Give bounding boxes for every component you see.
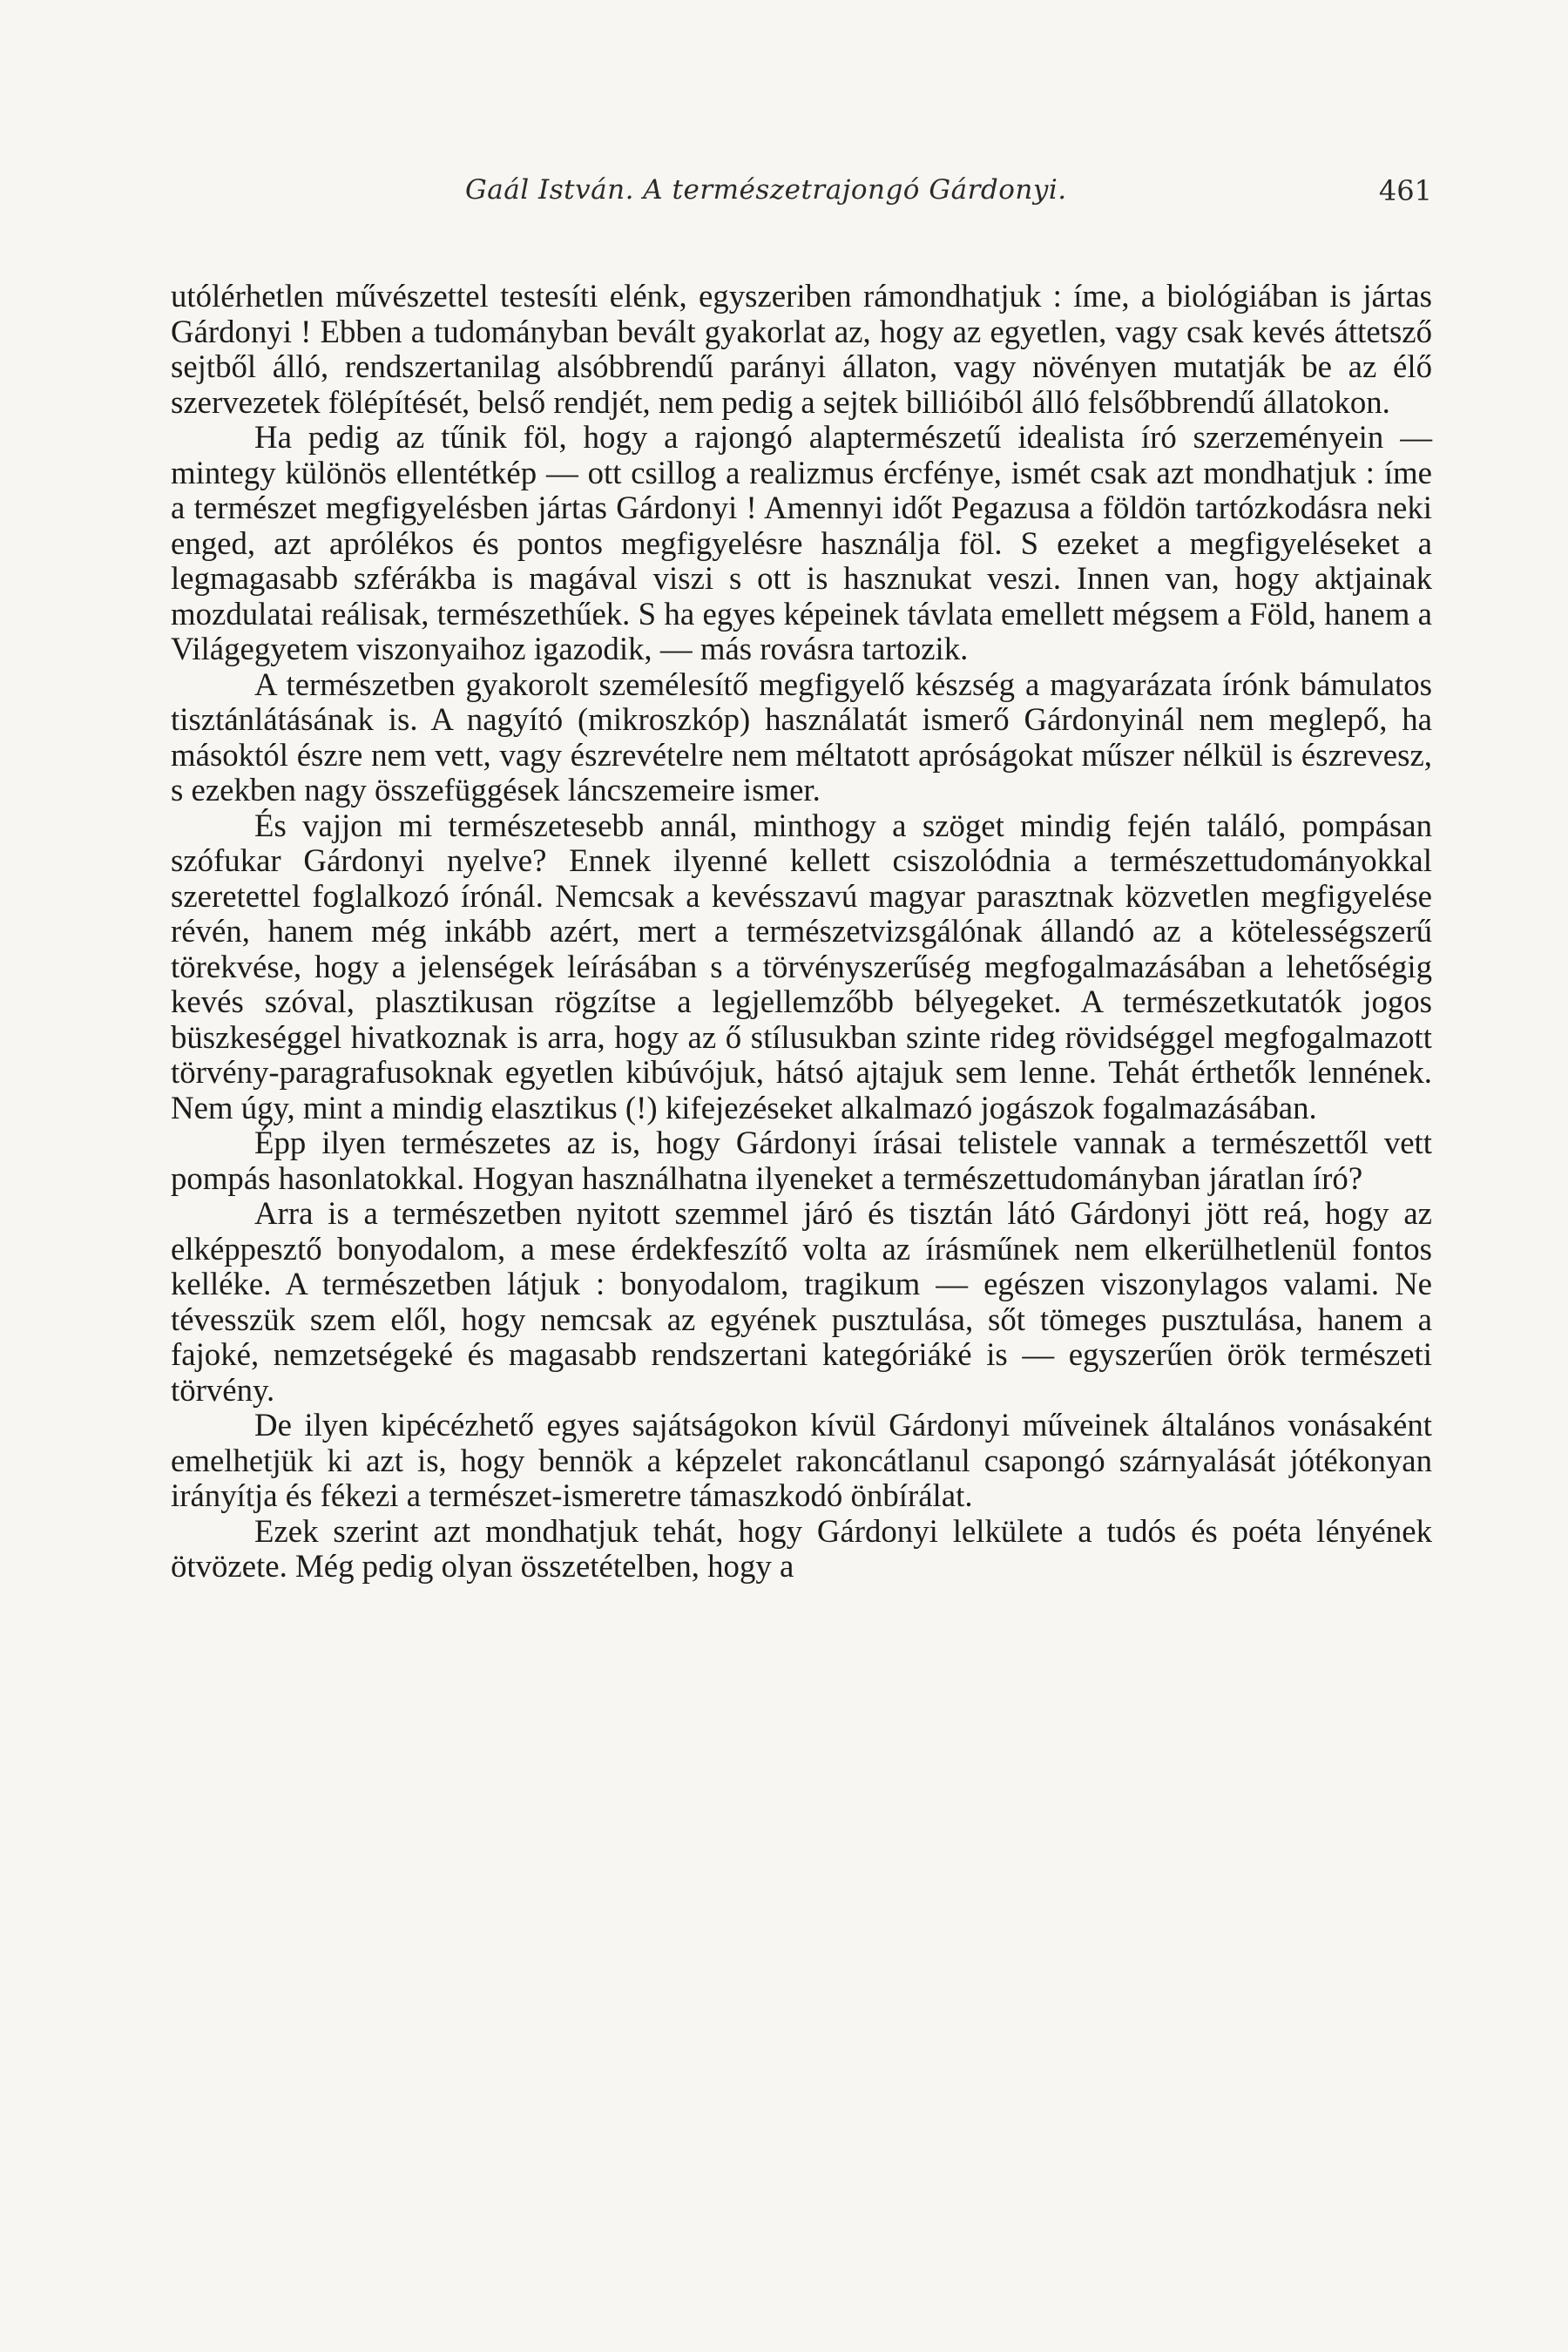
paragraph: Arra is a természetben nyitott szemmel járó és tisztán látó Gárdonyi jött reá, hogy az elképpesztő bonyodalom, a mese érdekfeszítő volta az írásműnek nem elkerülhetlenül fontos kelléke. A természetben látjuk : bonyodalom, tragikum — egészen viszonylagos valami. Ne tévesszük szem elől, hogy nemcsak az egyének pusztulása, sőt tömeges pusztulása, hanem a fajoké, nemzetségeké és magasabb rendszertani kategóriáké is — egyszerűen örök természeti törvény.	[171, 1195, 1432, 1408]
page-number: 461	[1378, 174, 1432, 207]
paragraph-continuation: utólérhetlen művészettel testesíti elénk, egyszeriben rámondhatjuk : íme, a biológiában is jártas Gárdonyi ! Ebben a tudományban bevált gyakorlat az, hogy az egyetlen, vagy csak kevés áttetsző sejtből álló, rendszertanilag alsóbbrendű parányi állaton, vagy növényen mutatják be az élő szervezetek fölépítését, belső rendjét, nem pedig a sejtek billióiból álló felsőbbrendű állatokon.	[171, 278, 1432, 420]
body-text	[171, 279, 1432, 1585]
paragraph: A természetben gyakorolt személesítő megfigyelő készség a magyarázata írónk bámulatos tisztánlátásának is. A nagyító (mikroszkóp) használatát ismerő Gárdonyinál nem meglepő, ha másoktól észre nem vett, vagy észrevételre nem méltatott apróságokat műszer nélkül is észrevesz, s ezekben nagy összefüggések láncszemeire ismer.	[171, 666, 1432, 808]
page-header	[171, 174, 1432, 216]
running-head: Gaál István. A természetrajongó Gárdonyi.	[465, 174, 1067, 206]
paragraph: Ha pedig az tűnik föl, hogy a rajongó alaptermészetű idealista író szerzeményein — mintegy különös ellentétkép — ott csillog a realizmus ércfénye, ismét csak azt mondhatjuk : íme a természet megfigyelésben jártas Gárdonyi ! Amennyi időt Pegazusa a földön tartózkodásra neki enged, azt aprólékos és pontos megfigyelésre használja föl. S ezeket a megfigyeléseket a legmagasabb szférákba is magával viszi s ott is hasznukat veszi. Innen van, hogy aktjainak mozdulatai reálisak, természethűek. S ha egyes képeinek távlata emellett mégsem a Föld, hanem a Világegyetem viszonyaihoz igazodik, — más rovásra tartozik.	[171, 419, 1432, 666]
paragraph: De ilyen kipécézhető egyes sajátságokon kívül Gárdonyi műveinek általános vonásaként emelhetjük ki azt is, hogy bennök a képzelet rakoncátlanul csapongó szárnyalását jótékonyan irányítja és fékezi a természet-ismeretre támaszkodó önbírálat.	[171, 1407, 1432, 1513]
paragraph: Ezek szerint azt mondhatjuk tehát, hogy Gárdonyi lelkülete a tudós és poéta lényének ötvözete. Még pedig olyan összetételben, hogy a	[171, 1512, 1432, 1584]
paragraph: Épp ilyen természetes az is, hogy Gárdonyi írásai telistele vannak a természettől vett pompás hasonlatokkal. Hogyan használhatna ilyeneket a természettudományban járatlan író?	[171, 1125, 1432, 1196]
paragraph: És vajjon mi természetesebb annál, minthogy a szöget mindig fején találó, pompásan szófukar Gárdonyi nyelve? Ennek ilyenné kellett csiszolódnia a természettudományokkal szeretettel foglalkozó írónál. Nemcsak a kevésszavú magyar parasztnak közvetlen megfigyelése révén, hanem még inkább azért, mert a természetvizsgálónak állandó az a kötelességszerű törekvése, hogy a jelenségek leírásában s a törvényszerűség megfogalmazásában a lehetőségig kevés szóval, plasztikusan rögzítse a legjellemzőbb bélyegeket. A természetkutatók jogos büszkeséggel hivatkoznak is arra, hogy az ő stílusukban szinte rideg rövidséggel megfogalmazott törvény-paragrafusoknak egyetlen kibúvójuk, hátsó ajtajuk sem lenne. Tehát érthetők lennének. Nem úgy, mint a mindig elasztikus (!) kifejezéseket alkalmazó jogászok fogalmazásában.	[171, 807, 1432, 1125]
